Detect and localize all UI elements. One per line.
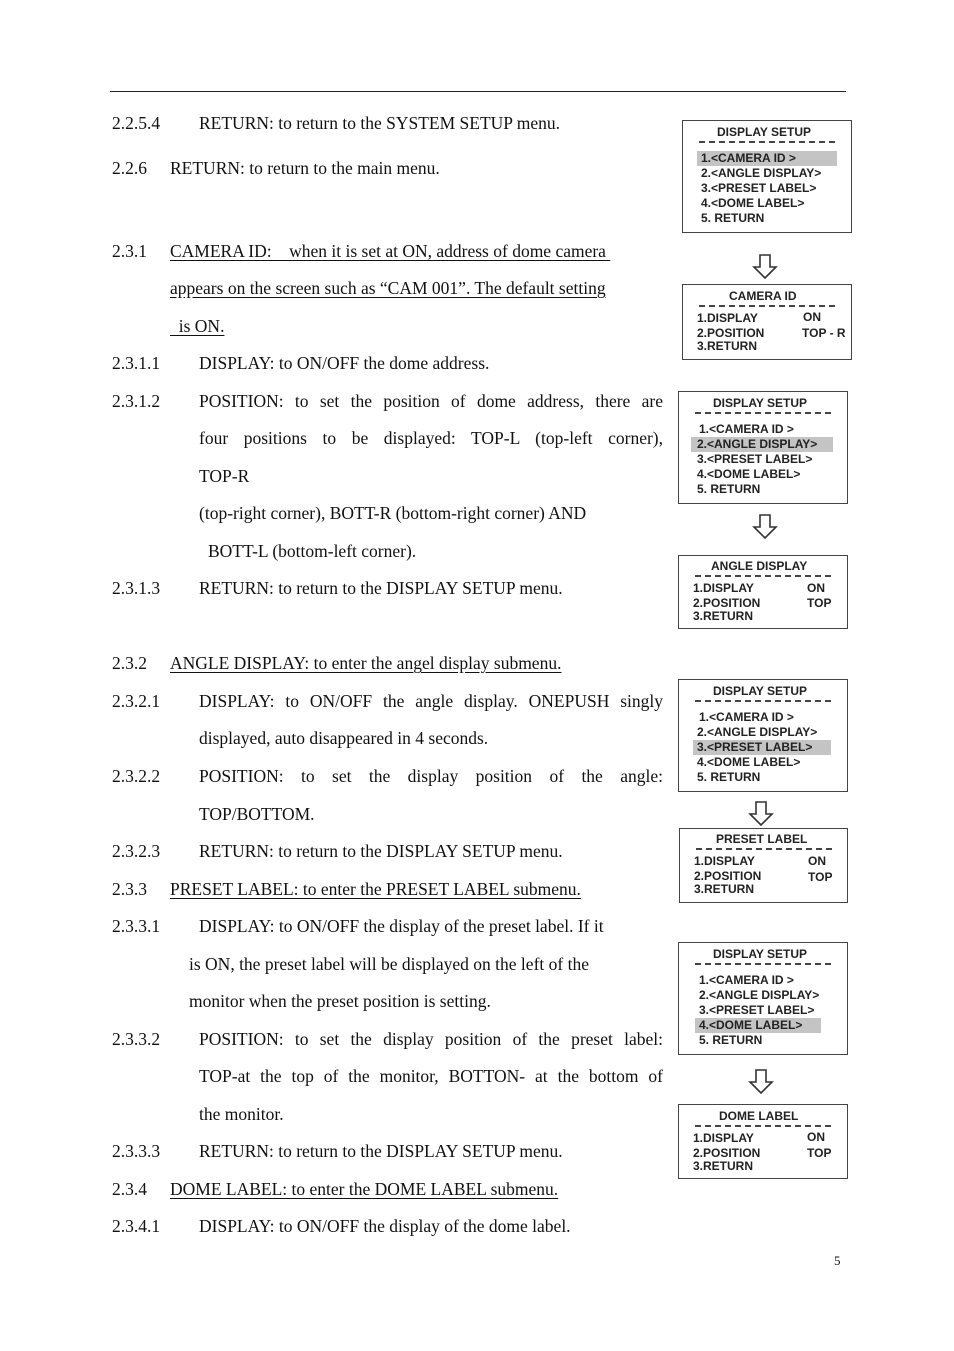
section-2-3-3-1-text-cont2: monitor when the preset position is setting. (189, 991, 491, 1011)
section-2-3-3-2-text-cont2: the monitor. (199, 1104, 284, 1124)
menu-item-angle-display: 2.<ANGLE DISPLAY> (699, 988, 820, 1002)
menu-item-preset-label: 3.<PRESET LABEL> (699, 1003, 815, 1017)
section-2-3-4-1-number: 2.3.4.1 (112, 1216, 161, 1236)
menu-item-return: 3.RETURN (693, 609, 754, 623)
display-value: ON (803, 310, 821, 324)
menu-title: DISPLAY SETUP (713, 947, 808, 961)
section-2-3-4-text: DOME LABEL: to enter the DOME LABEL submenu. (170, 1179, 559, 1199)
menu-item-preset-label: 3.<PRESET LABEL> (693, 740, 831, 755)
section-2-3-2-1-number: 2.3.2.1 (112, 691, 161, 711)
section-2-3-1-text: CAMERA ID: when it is set at ON, address of dome camera (170, 241, 611, 261)
menu-item-display: 1.DISPLAY (694, 854, 755, 868)
menu-item-return: 3.RETURN (697, 339, 758, 353)
camera-id-menu (682, 284, 852, 360)
section-2-3-2-1-text: DISPLAY: to ON/OFF the angle display. ONEPUSH singly (199, 691, 663, 711)
section-2-3-3-2-text: POSITION: to set the display position of the preset label: (199, 1029, 663, 1049)
section-2-3-1-2-text-cont3: (top-right corner), BOTT-R (bottom-right corner) AND (199, 503, 587, 523)
menu-item-preset-label: 3.<PRESET LABEL> (701, 181, 817, 195)
section-2-3-3-2-number: 2.3.3.2 (112, 1029, 161, 1049)
position-value: TOP - R (802, 326, 846, 340)
menu-title: DISPLAY SETUP (717, 125, 812, 139)
section-2-3-4-1-text: DISPLAY: to ON/OFF the display of the dome label. (199, 1216, 571, 1236)
menu-item-position: 2.POSITION (697, 326, 765, 340)
section-2-3-1-2-text-cont: four positions to be displayed: TOP-L (top-left corner), (199, 428, 663, 448)
menu-title-divider (699, 141, 835, 143)
menu-title-divider (695, 700, 831, 702)
menu-title-divider (695, 575, 831, 577)
menu-item-angle-display: 2.<ANGLE DISPLAY> (697, 725, 818, 739)
menu-item-camera-id: 1.<CAMERA ID > (699, 422, 794, 436)
section-2-3-3-number: 2.3.3 (112, 879, 147, 899)
section-2-3-4-number: 2.3.4 (112, 1179, 147, 1199)
section-2-3-1-text-cont: appears on the screen such as “CAM 001”. The default setting (170, 278, 606, 298)
display-value: ON (808, 854, 826, 868)
page-number: 5 (834, 1253, 841, 1268)
menu-title: DISPLAY SETUP (713, 684, 808, 698)
menu-item-return: 3.RETURN (693, 1159, 754, 1173)
section-2-3-2-2-number: 2.3.2.2 (112, 766, 161, 786)
section-2-2-5-4-text: RETURN: to return to the SYSTEM SETUP menu. (199, 113, 561, 133)
section-2-3-1-2-text-cont2: TOP-R (199, 466, 250, 486)
menu-item-return: 5. RETURN (697, 482, 761, 496)
menu-item-camera-id: 1.<CAMERA ID > (699, 710, 794, 724)
preset-label-menu (679, 828, 848, 903)
display-value: ON (807, 1130, 825, 1144)
section-2-3-1-2-number: 2.3.1.2 (112, 391, 161, 411)
position-value: TOP (807, 1146, 832, 1160)
down-arrow-icon (752, 254, 778, 280)
menu-title: PRESET LABEL (716, 832, 808, 846)
section-2-3-2-2-text: POSITION: to set the display position of the angle: (199, 766, 663, 786)
section-2-3-1-number: 2.3.1 (112, 241, 147, 261)
menu-item-dome-label: 4.<DOME LABEL> (701, 196, 805, 210)
section-2-3-3-2-text-cont: TOP-at the top of the monitor, BOTTON- at the bottom of (199, 1066, 663, 1086)
menu-item-return: 3.RETURN (694, 882, 755, 896)
menu-item-display: 1.DISPLAY (693, 1131, 754, 1145)
menu-title: DOME LABEL (719, 1109, 799, 1123)
section-2-3-3-1-number: 2.3.3.1 (112, 916, 161, 936)
position-value: TOP (808, 870, 833, 884)
section-2-3-2-3-text: RETURN: to return to the DISPLAY SETUP menu. (199, 841, 563, 861)
section-2-2-5-4-number: 2.2.5.4 (112, 113, 161, 133)
section-2-2-6-number: 2.2.6 (112, 158, 147, 178)
menu-item-return: 5. RETURN (701, 211, 765, 225)
menu-item-position: 2.POSITION (694, 869, 762, 883)
position-value: TOP (807, 596, 832, 610)
angle-display-menu (678, 555, 848, 629)
menu-item-dome-label: 4.<DOME LABEL> (697, 755, 801, 769)
down-arrow-icon (752, 514, 778, 540)
menu-item-return: 5. RETURN (697, 770, 761, 784)
section-2-3-2-2-text-cont: TOP/BOTTOM. (199, 804, 315, 824)
menu-title: DISPLAY SETUP (713, 396, 808, 410)
menu-title-divider (695, 1125, 831, 1127)
section-2-3-3-1-text-cont: is ON, the preset label will be displayed on the left of the (189, 954, 589, 974)
menu-item-position: 2.POSITION (693, 596, 761, 610)
display-setup-menu-dome-label (678, 942, 848, 1055)
display-setup-menu-angle-display (678, 391, 848, 504)
menu-item-display: 1.DISPLAY (693, 581, 754, 595)
menu-item-camera-id: 1.<CAMERA ID > (697, 151, 837, 166)
menu-title-divider (695, 963, 831, 965)
section-2-3-1-2-text: POSITION: to set the position of dome address, there are (199, 391, 663, 411)
section-2-3-1-1-number: 2.3.1.1 (112, 353, 161, 373)
section-2-2-6-text: RETURN: to return to the main menu. (170, 158, 440, 178)
section-2-3-3-text: PRESET LABEL: to enter the PRESET LABEL submenu. (170, 879, 581, 899)
menu-item-preset-label: 3.<PRESET LABEL> (697, 452, 813, 466)
menu-item-angle-display: 2.<ANGLE DISPLAY> (701, 166, 822, 180)
header-rule (110, 91, 846, 92)
section-2-3-2-text: ANGLE DISPLAY: to enter the angel display submenu. (170, 653, 562, 673)
section-2-3-3-3-text: RETURN: to return to the DISPLAY SETUP menu. (199, 1141, 563, 1161)
menu-item-camera-id: 1.<CAMERA ID > (699, 973, 794, 987)
section-2-3-2-number: 2.3.2 (112, 653, 147, 673)
menu-title-divider (695, 412, 831, 414)
menu-item-position: 2.POSITION (693, 1146, 761, 1160)
menu-title-divider (699, 305, 835, 307)
menu-title: CAMERA ID (729, 289, 797, 303)
display-value: ON (807, 581, 825, 595)
dome-label-menu (678, 1104, 848, 1179)
menu-item-display: 1.DISPLAY (697, 311, 758, 325)
section-2-3-1-3-text: RETURN: to return to the DISPLAY SETUP menu. (199, 578, 563, 598)
display-setup-menu-preset-label (678, 679, 848, 792)
section-2-3-1-text-end: is ON. (170, 316, 225, 336)
down-arrow-icon (748, 1069, 774, 1095)
down-arrow-icon (748, 801, 774, 827)
section-2-3-3-3-number: 2.3.3.3 (112, 1141, 161, 1161)
section-2-3-1-3-number: 2.3.1.3 (112, 578, 161, 598)
section-2-3-1-1-text: DISPLAY: to ON/OFF the dome address. (199, 353, 490, 373)
section-2-3-3-1-text: DISPLAY: to ON/OFF the display of the preset label. If it (199, 916, 604, 936)
section-2-3-2-1-text-cont: displayed, auto disappeared in 4 seconds. (199, 728, 489, 748)
menu-item-dome-label: 4.<DOME LABEL> (697, 467, 801, 481)
section-2-3-2-3-number: 2.3.2.3 (112, 841, 161, 861)
menu-item-return: 5. RETURN (699, 1033, 763, 1047)
menu-item-angle-display: 2.<ANGLE DISPLAY> (691, 437, 833, 452)
display-setup-menu-camera-id (682, 120, 852, 233)
menu-item-dome-label: 4.<DOME LABEL> (695, 1018, 821, 1033)
menu-title-divider (696, 848, 832, 850)
menu-title: ANGLE DISPLAY (711, 559, 808, 573)
section-2-3-1-2-text-cont4: BOTT-L (bottom-left corner). (208, 541, 417, 561)
